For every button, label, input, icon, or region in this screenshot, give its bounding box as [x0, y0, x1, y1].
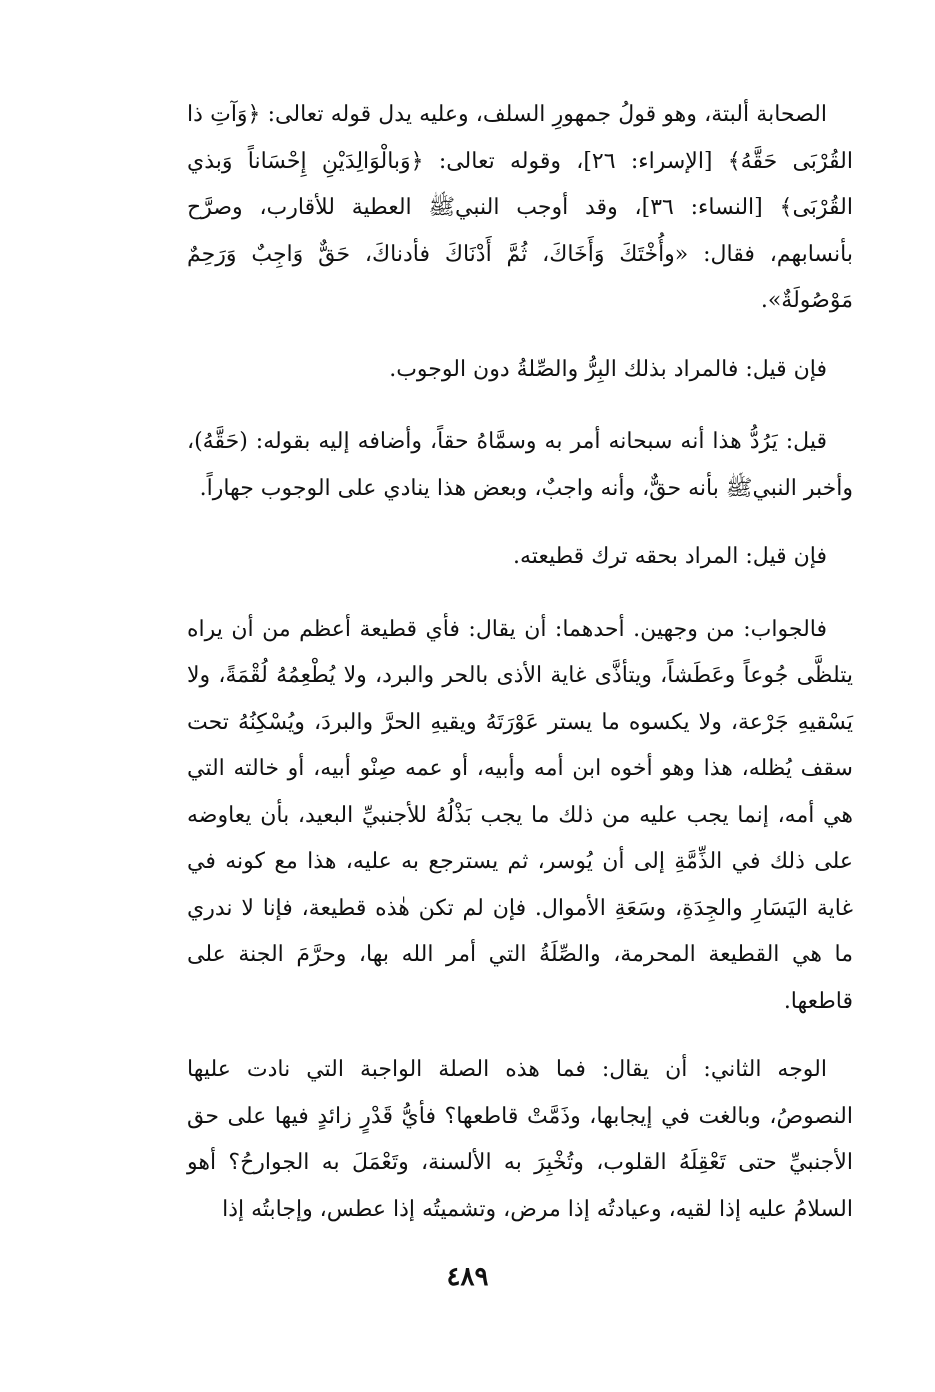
page-text	[187, 92, 853, 1255]
paragraph-3: قيل: يَرُدُّ هذا أنه سبحانه أمر به وسمَّاهُ حقاً، وأضافه إليه بقوله: (حَقَّهُ)، وأخبر النبيﷺ بأنه حقٌّ، وأنه واجبٌ، وبعض هذا ينادي على الوجوب جهاراً.	[187, 429, 853, 501]
page-number: ٤٨٩	[446, 1262, 489, 1292]
paragraph-2: فإن قيل: فالمراد بذلك البِرُّ والصِّلةُ دون الوجوب.	[389, 356, 827, 382]
paragraph-5: فالجواب: من وجهين. أحدهما: أن يقال: فأي قطيعة أعظم من أن يراه يتلظَّى جُوعاً وعَطَشاً، ويتأذَّى غاية الأذى بالحر والبرد، ولا يُطْعِمُهُ لُقْمَةً، ولا يَسْقيهِ جَرْعة، ولا يكسوه ما يستر عَوْرَتَهُ ويقيهِ الحرَّ والبردَ، ويُسْكِنُهُ تحت سقف يُظله، هذا وهو أخوه ابن أمه وأبيه، أو عمه صِنْو أبيه، أو خالته التي هي أمه، إنما يجب عليه من ذلك ما يجب بَذْلُهُ للأجنبيِّ البعيد، بأن يعاوضه على ذلك في الذِّمَّةِ إلى أن يُوسر، ثم يسترجع به عليه، هذا مع كونه في غاية اليَسَارِ والجِدَةِ، وسَعَةِ الأموال. فإن لم تكن هٰذه قطيعة، فإنا لا ندري ما هي القطيعة المحرمة، والصِّلَةُ التي أمر الله بها، وحرَّمَ الجنة على قاطعها.	[187, 616, 853, 1014]
paragraph-6: الوجه الثاني: أن يقال: فما هذه الصلة الواجبة التي نادت عليها النصوصُ، وبالغت في إيجابها، وذَمَّتْ قاطعها؟ فأيُّ قَدْرٍ زائدٍ فيها على حق الأجنبيِّ حتى تَعْقِلَهُ القلوب، وتُخْبِرَ به الألسنة، وتَعْمَلَ به الجوارحُ؟ أهو السلامُ عليه إذا لقيه، وعيادتُه إذا مرض، وتشميتُه إذا عطس، وإجابتُه إذا	[187, 1057, 853, 1222]
paragraph-1: الصحابة ألبتة، وهو قولُ جمهورِ السلف، وعليه يدل قوله تعالى: ﴿وَآتِ ذا القُرْبَى حَقَّهُ﴾ [الإسراء: ٢٦]، وقوله تعالى: ﴿وَبالْوَالِدَيْنِ إِحْسَاناً وَبذي القُرْبَى﴾ [النساء: ٣٦]، وقد أوجب النبيﷺ العطية للأقارب، وصرَّح بأنسابهم، فقال: «وأُخْتَكَ وَأَخَاكَ، ثُمَّ أَدْنَاكَ فأدناكَ، حَقٌّ وَاجِبٌ وَرَحِمٌ مَوْصُولَةٌ».	[187, 102, 853, 313]
paragraph-4: فإن قيل: المراد بحقه ترك قطيعته.	[512, 544, 827, 569]
